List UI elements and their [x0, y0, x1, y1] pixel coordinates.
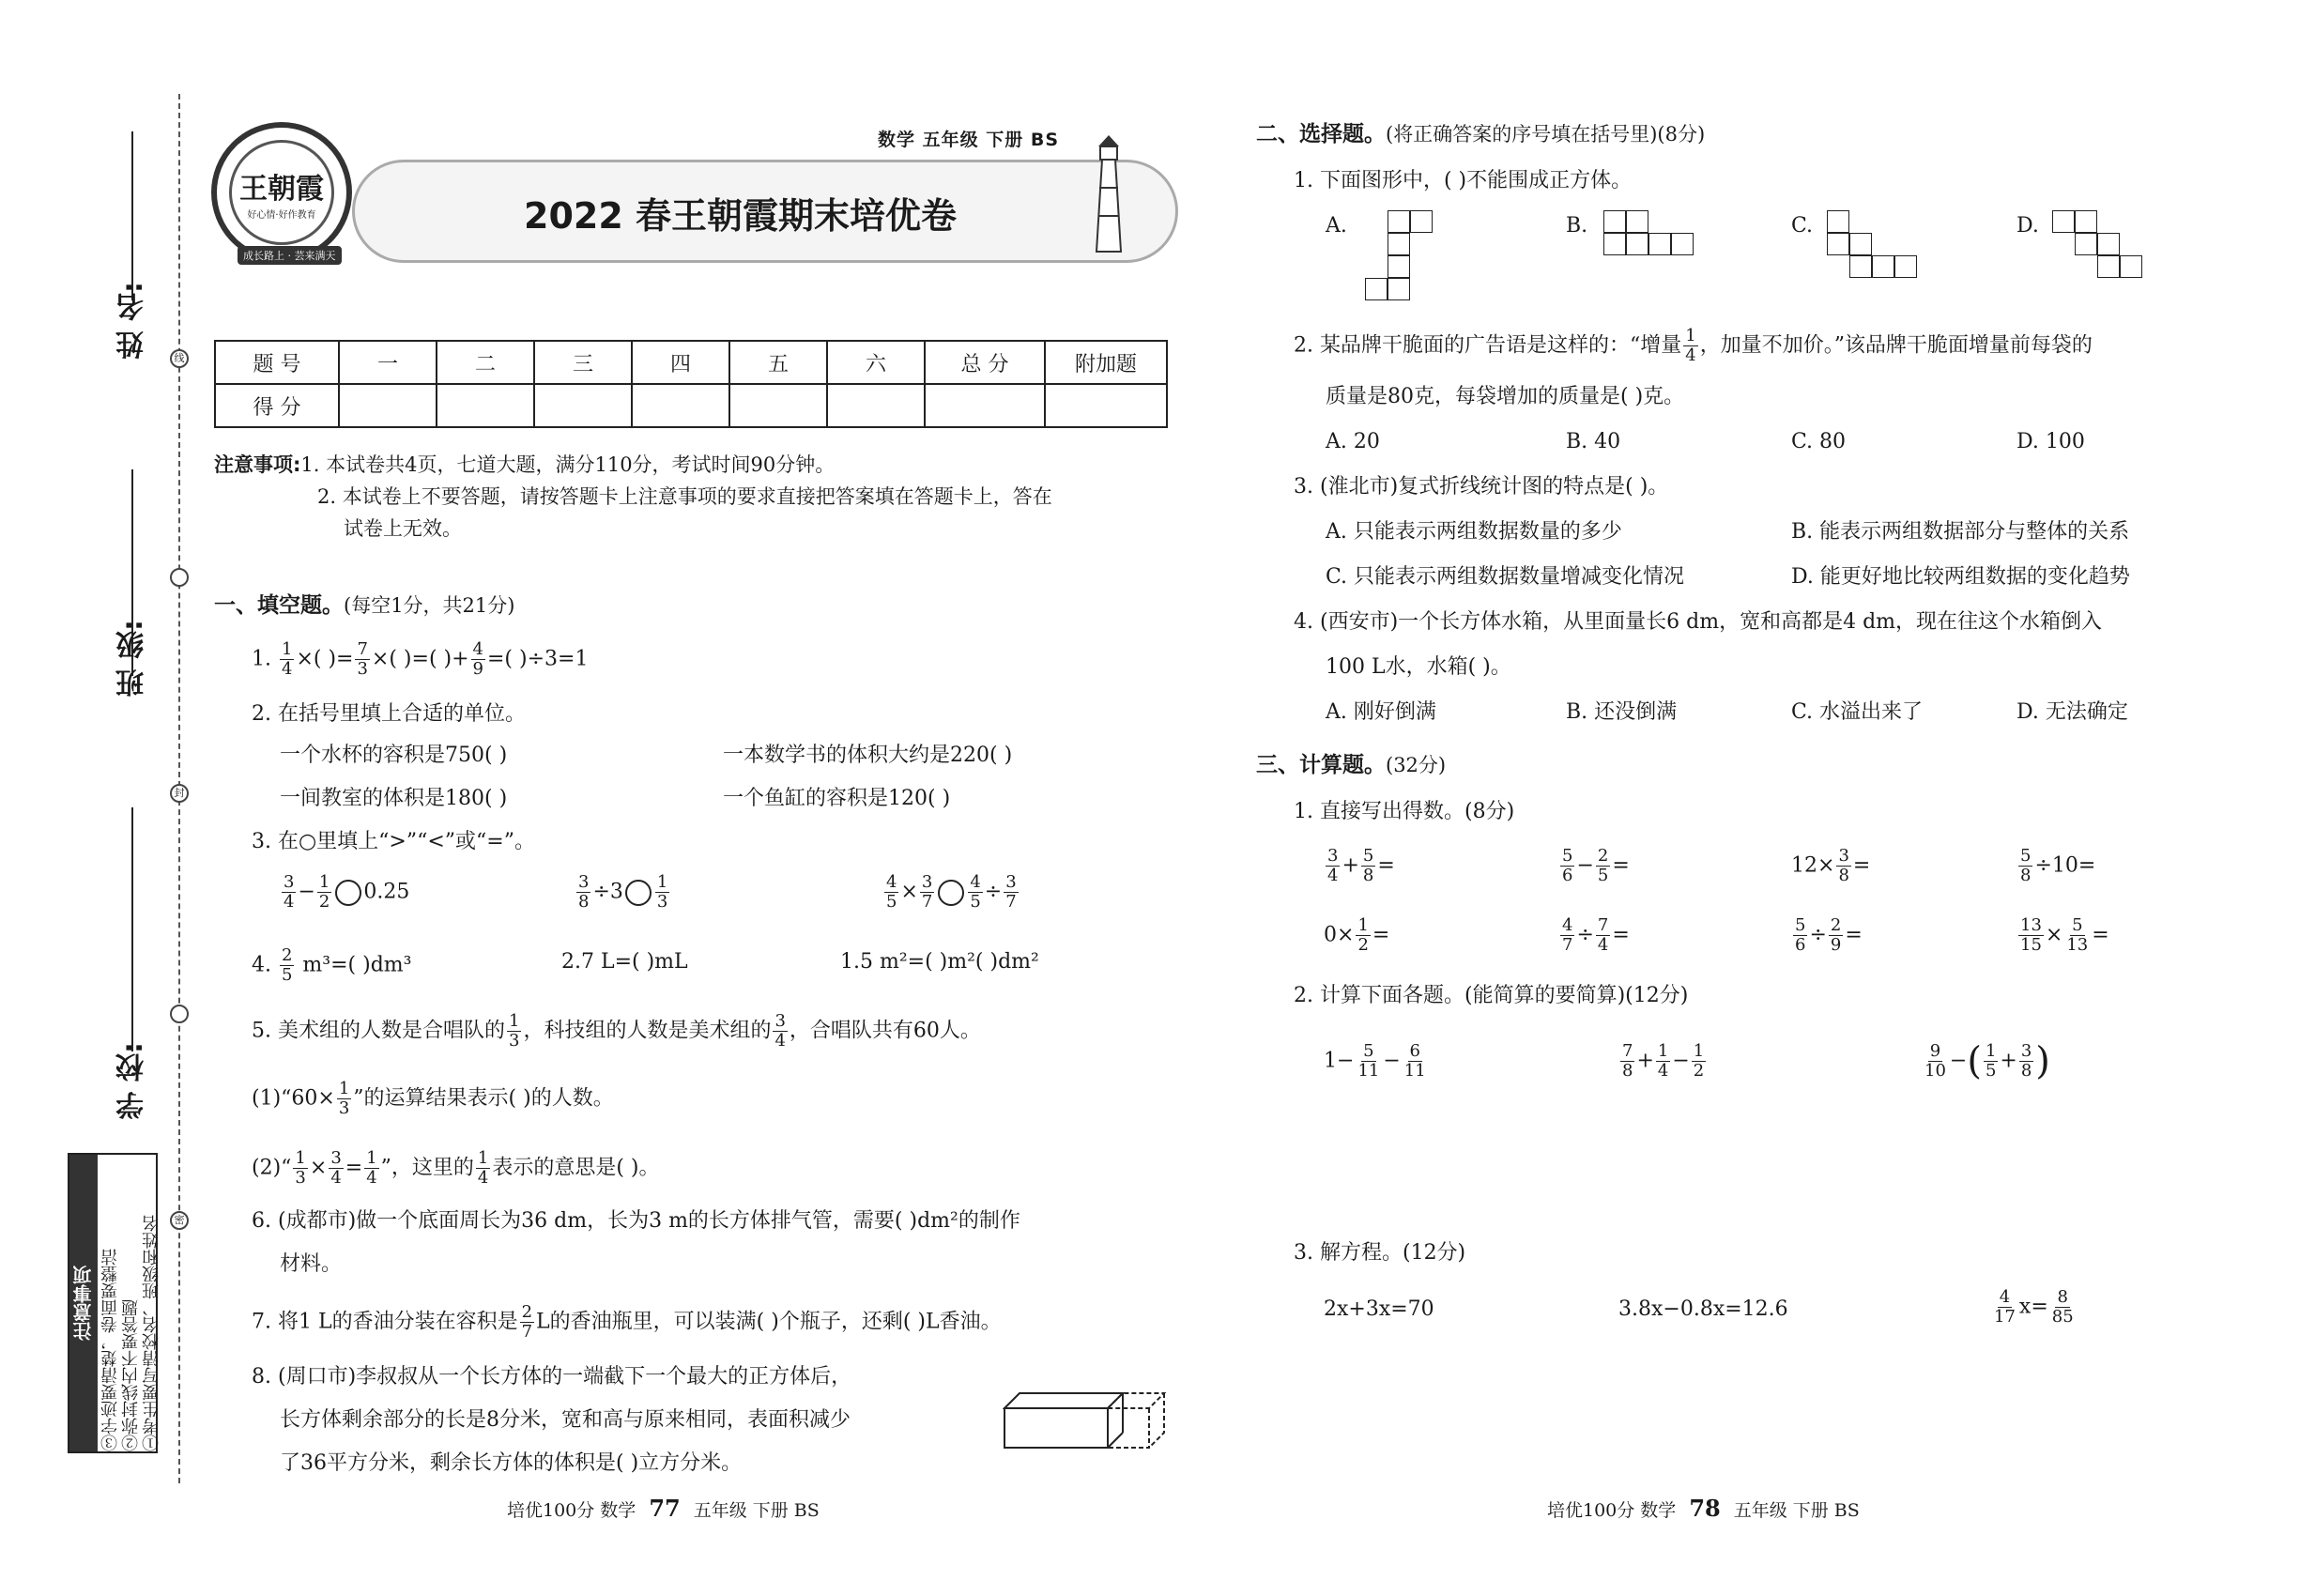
q1-3b: $\frac{3}{8}$ ÷3 $\frac{1}{3}$ — [578, 872, 668, 912]
q2-1: 1. 下面图形中，( )不能围成正方体。 — [1294, 169, 1633, 192]
q1-8b: 长方体剩余部分的长是8分米，宽和高与原来相同，表面积减少 — [280, 1408, 851, 1432]
section-3-note: (32分) — [1386, 754, 1447, 776]
calc-9: 1− $\frac{5}{11}$ − $\frac{6}{11}$ — [1324, 1041, 1426, 1081]
q2-2a: 2. 某品牌干脆面的广告语是这样的：“增量 $\frac{1}{4}$ ，加量不加价。”该品牌干脆面增量前每袋的 — [1294, 326, 2093, 365]
q1-4a: 4. $\frac{2}{5}$ m³=( )dm³ — [252, 945, 412, 985]
q1-7: 7. 将1 L的香油分装在容积是 $\frac{2}{7}$ L的香油瓶里，可以装满( )个瓶子，还剩( )L香油。 — [252, 1302, 1002, 1342]
name-label: 姓 名: — [116, 282, 149, 360]
q2-4-opt-d: D. 无法确定 — [2016, 700, 2128, 724]
q2-3-opt-c: C. 只能表示两组数据数量增减变化情况 — [1326, 565, 1685, 589]
note-line: ②弥封线内不要答题 — [121, 1299, 141, 1451]
binding-sidebar — [0, 0, 188, 1596]
q2-3-opt-b: B. 能表示两组数据部分与整体的关系 — [1791, 520, 2130, 544]
q1-2d: 一个鱼缸的容积是120( ) — [723, 787, 951, 810]
section-2-title: 二、选择题。(将正确答案的序号填在括号里)(8分) — [1256, 122, 1706, 146]
score-cell[interactable] — [632, 384, 729, 427]
seal-mark-2: 封 — [170, 784, 189, 803]
brand-logo — [211, 122, 352, 263]
note-line: ①考生要写清校名、班级和姓名 — [142, 1215, 161, 1451]
score-header: 题 号 — [215, 341, 339, 384]
score-header: 四 — [632, 341, 729, 384]
q1-6b: 材料。 — [280, 1252, 343, 1276]
section-1-title: 一、填空题。(每空1分，共21分) — [214, 593, 515, 618]
q1-4b: 2.7 L=( )mL — [561, 950, 688, 974]
footer-left: 培优100分 数学 77 五年级 下册 BS — [507, 1495, 820, 1522]
q1-2b: 一本数学书的体积大约是220( ) — [723, 744, 1013, 767]
score-row-label: 得 分 — [215, 384, 339, 427]
class-label: 班 级: — [116, 620, 149, 698]
equation-1: 2x+3x=70 — [1324, 1297, 1434, 1321]
header-banner — [211, 113, 1188, 282]
calc-10: $\frac{7}{8}$ + $\frac{1}{4}$ − $\frac{1}{2}$ — [1622, 1041, 1705, 1081]
score-header: 三 — [534, 341, 632, 384]
q2-1-opt-b: B. — [1566, 214, 1588, 238]
calc-4: $\frac{5}{8}$ ÷10= — [2020, 846, 2096, 885]
q3-1: 1. 直接写出得数。(8分) — [1294, 800, 1515, 823]
q1-2: 2. 在括号里填上合适的单位。 — [252, 702, 526, 726]
q2-1-opt-c: C. — [1791, 214, 1814, 238]
q1-3: 3. 在○里填上“>”“<”或“=”。 — [252, 830, 535, 853]
q2-3: 3. (淮北市)复式折线统计图的特点是( )。 — [1294, 475, 1669, 499]
lighthouse-icon — [1089, 131, 1128, 253]
q2-4b: 100 L水，水箱( )。 — [1326, 655, 1511, 679]
equation-2: 3.8x−0.8x=12.6 — [1618, 1297, 1788, 1321]
q2-4-opt-b: B. 还没倒满 — [1566, 700, 1678, 724]
cuboid-figure — [1003, 1389, 1172, 1451]
score-header: 总 分 — [925, 341, 1045, 384]
q1-4c: 1.5 m²=( )m²( )dm² — [840, 950, 1039, 974]
score-cell[interactable] — [1045, 384, 1167, 427]
notices — [214, 449, 1052, 545]
q2-4-opt-c: C. 水溢出来了 — [1791, 700, 1924, 724]
notices-label: 注意事项: — [214, 453, 301, 476]
equation-3: $\frac{4}{17}$ x= $\frac{8}{85}$ — [1994, 1287, 2074, 1327]
q2-2c: 质量是80克，每袋增加的质量是( )克。 — [1326, 385, 1685, 408]
seal-mark-1: 线 — [170, 349, 189, 368]
q2-1-opt-d: D. — [2016, 214, 2039, 238]
q1-3a: $\frac{3}{4}$ − $\frac{1}{2}$ 0.25 — [284, 872, 410, 912]
seal-mark-circle — [170, 1005, 189, 1023]
q2-3-opt-a: A. 只能表示两组数据数量的多少 — [1326, 520, 1622, 544]
page-title: 2022 春王朝霞期末培优卷 — [524, 195, 957, 237]
calc-3: 12× $\frac{3}{8}$ = — [1791, 846, 1871, 885]
score-header: 附加题 — [1045, 341, 1167, 384]
score-table — [214, 340, 1168, 428]
score-cell[interactable] — [437, 384, 534, 427]
score-header: 一 — [339, 341, 437, 384]
q1-5-1: (1)“60× $\frac{1}{3}$ ”的运算结果表示( )的人数。 — [252, 1079, 614, 1118]
page-number: 78 — [1689, 1495, 1721, 1522]
score-header: 二 — [437, 341, 534, 384]
notes-box — [68, 1153, 161, 1453]
q2-2-opt-c: C. 80 — [1791, 430, 1847, 453]
q1-1: 1. $\frac{1}{4}$ ×( )= $\frac{7}{3}$ ×( )=( )+ $\frac{4}{9}$ =( )÷3=1 — [252, 639, 589, 679]
seal-mark-circle — [170, 568, 189, 587]
score-header: 六 — [827, 341, 925, 384]
q2-1-opt-a: A. — [1326, 214, 1347, 238]
footer-right: 培优100分 数学 78 五年级 下册 BS — [1547, 1495, 1860, 1522]
q2-2-opt-a: A. 20 — [1326, 430, 1380, 453]
q1-2c: 一间教室的体积是180( ) — [280, 787, 508, 810]
calc-8: $\frac{13}{15}$ × $\frac{5}{13}$ = — [2020, 915, 2109, 955]
calc-5: 0× $\frac{1}{2}$ = — [1324, 915, 1390, 955]
subject-meta: 数学 五年级 下册 BS — [878, 130, 1060, 150]
calc-6: $\frac{4}{7}$ ÷ $\frac{7}{4}$ = — [1562, 915, 1630, 955]
calc-2: $\frac{5}{6}$ − $\frac{2}{5}$ = — [1562, 846, 1630, 885]
q1-6a: 6. (成都市)做一个底面周长为36 dm，长为3 m的长方体排气管，需要( )dm²的制作 — [252, 1209, 1020, 1233]
section-2-note: (将正确答案的序号填在括号里)(8分) — [1386, 123, 1706, 146]
calc-11: $\frac{9}{10}$ −( $\frac{1}{5}$ + $\frac{3}{8}$ ) — [1924, 1039, 2050, 1083]
notes-head: 注意事项 — [69, 1155, 98, 1451]
q2-2-opt-d: D. 100 — [2016, 430, 2085, 453]
notice-2a: 2. 本试卷上不要答题，请按答题卡上注意事项的要求直接把答案填在答题卡上，答在 — [317, 485, 1052, 508]
title-pill — [352, 160, 1178, 263]
q1-2a: 一个水杯的容积是750( ) — [280, 744, 508, 767]
page-number: 77 — [649, 1495, 681, 1522]
q2-4-opt-a: A. 刚好倒满 — [1326, 700, 1436, 724]
q3-3: 3. 解方程。(12分) — [1294, 1241, 1466, 1265]
score-cell[interactable] — [925, 384, 1045, 427]
q1-5-2: (2)“ $\frac{1}{3}$ × $\frac{3}{4}$ = $\frac{1}{4}$ ”，这里的 $\frac{1}{4}$ 表示的意思是( )。 — [252, 1148, 660, 1188]
brand-tagline: 成长路上 · 芸来满天 — [238, 246, 342, 265]
section-3-title: 三、计算题。(32分) — [1256, 753, 1447, 777]
q2-2-opt-b: B. 40 — [1566, 430, 1621, 453]
school-label: 学 校: — [116, 1042, 149, 1120]
q2-4a: 4. (西安市)一个长方体水箱，从里面量长6 dm，宽和高都是4 dm，现在往这个水箱倒入 — [1294, 610, 2103, 634]
q2-3-opt-d: D. 能更好地比较两组数据的变化趋势 — [1791, 565, 2130, 589]
q1-8a: 8. (周口市)李叔叔从一个长方体的一端截下一个最大的正方体后， — [252, 1365, 852, 1389]
q1-8c: 了36平方分米，剩余长方体的体积是( )立方分米。 — [280, 1451, 743, 1475]
q1-3c: $\frac{4}{5}$ × $\frac{3}{7}$ $\frac{4}{5}$ ÷ $\frac{3}{7}$ — [886, 872, 1017, 912]
name-line — [131, 131, 133, 300]
calc-1: $\frac{3}{4}$ + $\frac{5}{8}$ = — [1327, 846, 1395, 885]
calc-7: $\frac{5}{6}$ ÷ $\frac{2}{9}$ = — [1795, 915, 1863, 955]
q3-2: 2. 计算下面各题。(能简算的要简算)(12分) — [1294, 984, 1689, 1007]
score-header: 五 — [729, 341, 827, 384]
score-cell[interactable] — [534, 384, 632, 427]
brand-sub: 好心情·好作教育 — [247, 209, 316, 221]
score-cell[interactable] — [339, 384, 437, 427]
seal-mark-3: 密 — [170, 1211, 189, 1230]
notice-2b: 试卷上无效。 — [344, 517, 462, 540]
school-line — [131, 807, 133, 1051]
note-line: ③字迹要清楚，卷面要整洁 — [100, 1249, 120, 1451]
q1-5: 5. 美术组的人数是合唱队的 $\frac{1}{3}$ ，科技组的人数是美术组的 $\frac{3}{4}$ ，合唱队共有60人。 — [252, 1011, 981, 1051]
brand-name: 王朝霞 — [239, 172, 324, 206]
section-1-note: (每空1分，共21分) — [344, 594, 515, 617]
score-cell[interactable] — [729, 384, 827, 427]
score-cell[interactable] — [827, 384, 925, 427]
notice-1: 1. 本试卷共4页，七道大题，满分110分，考试时间90分钟。 — [300, 453, 836, 476]
